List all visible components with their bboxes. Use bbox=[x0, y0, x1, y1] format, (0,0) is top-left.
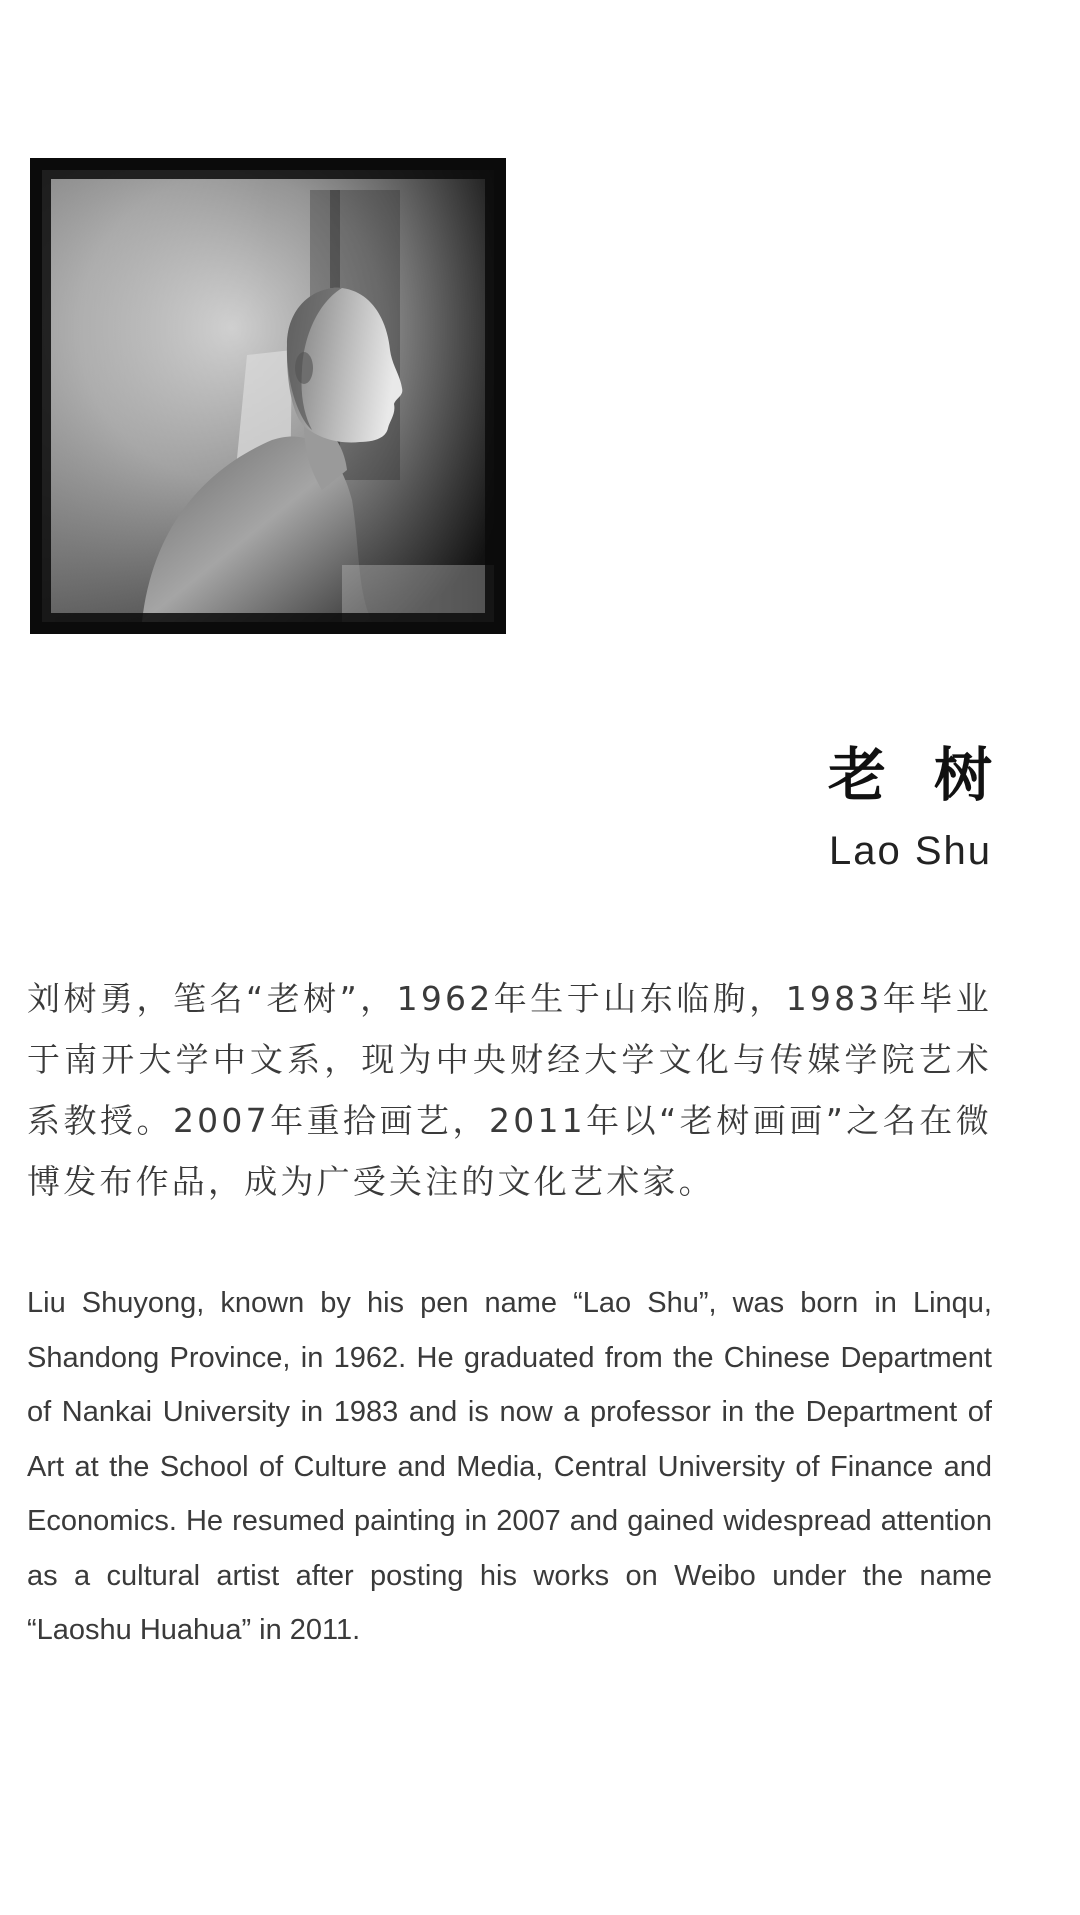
bio-chinese: 刘树勇，笔名“老树”，1962年生于山东临朐，1983年毕业于南开大学中文系，现为中央财经大学文化与传媒学院艺术系教授。2007年重拾画艺，2011年以“老树画画”之名在微博发布作品，成为广受关注的文化艺术家。 bbox=[27, 979, 992, 1201]
artist-name-chinese: 老树 bbox=[827, 741, 1040, 809]
artist-name-block bbox=[827, 735, 1040, 881]
portrait-photo bbox=[30, 158, 506, 634]
artist-name-english: Lao Shu bbox=[828, 829, 992, 873]
bio-english: Liu Shuyong, known by his pen name “Lao Shu”, was born in Linqu, Shandong Province, in 1962. He graduated from the Chinese Department of Nankai University in 1983 and is now a professor in the Department of Art at the School of Culture and Media, Central University of Finance and Economics. He resumed painting in 2007 and gained widespread attention as a cultural artist after posting his works on Weibo under the name “Laoshu Huahua” in 2011. bbox=[27, 1287, 992, 1646]
portrait-image bbox=[42, 170, 494, 622]
